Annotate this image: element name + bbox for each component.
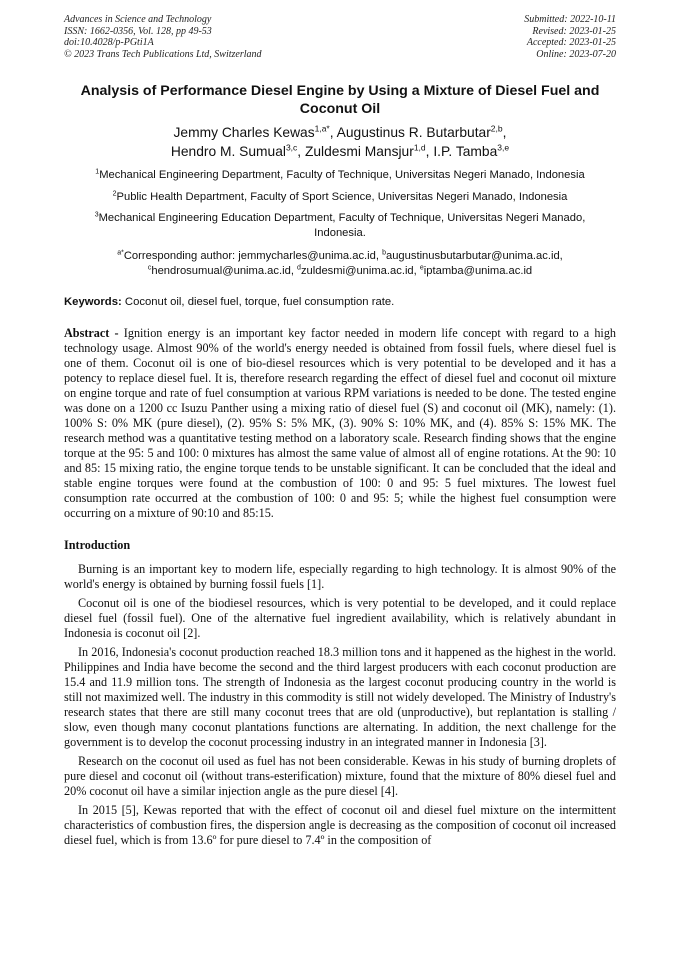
author-separator: , (425, 144, 434, 159)
keywords-label: Keywords: (64, 296, 122, 308)
body-paragraph: In 2015 [5], Kewas reported that with the effect of coconut oil and diesel fuel mixture on the intermittent characteristics of combustion fires, the dispersion angle is decreasing as the composition of coconut oil increased diesel fuel, which is from 13.6º for pure diesel to 7.4º in the composition of (64, 803, 616, 847)
journal-name: Advances in Science and Technology (64, 14, 212, 25)
email-marker: e (419, 263, 424, 271)
body-paragraph: Burning is an important key to modern life, especially regarding to high technology. It is almost 90% of the world's energy is obtained by burning fossil fuels [1]. (64, 562, 616, 591)
body-paragraph: In 2016, Indonesia's coconut production reached 18.3 million tons and it happened as the highest in the world. Philippines and India have become the second and the third largest producers with each coconut production are 15.4 and 11.9 million tons. The strength of Indonesia as the largest coconut producing country in the world is still not maximized well. The industry in this commodity is still not widely developed. The Ministry of Industry's research states that there are still many coconut trees that are old (unproductive), but replantation is stalling / slow, even though many coconut plantations functions are alternating. In addition, the next challenge for the government is to develop the coconut processing industry in an integrated manner in Indonesia [3]. (64, 645, 616, 749)
affiliation-2 (64, 190, 616, 205)
email-marker: d (297, 263, 301, 271)
affiliation-text: Public Health Department, Faculty of Sport Science, Universitas Negeri Manado, Indonesia (116, 190, 568, 203)
date-online: Online: 2023-07-20 (536, 48, 616, 60)
author-name: Augustinus R. Butarbutar (336, 125, 491, 140)
journal-doi: doi:10.4028/p-PGti1A (64, 37, 154, 48)
email-marker: a* (117, 249, 124, 257)
author-name: Hendro M. Sumual (170, 144, 286, 159)
date-revised: Revised: 2023-01-25 (532, 25, 616, 37)
body-paragraph: Coconut oil is one of the biodiesel resources, which is very potential to be developed, and it could replace diesel fuel (fossil fuel). One of the alternative fuel ingredient availability, which is relatively abundant in Indonesia is coconut oil [2]. (64, 596, 616, 640)
affiliation-marker: 3 (94, 211, 99, 219)
author-list (64, 123, 616, 161)
abstract (64, 326, 616, 521)
affiliation-text: Mechanical Engineering Education Department, Faculty of Technique, Universitas Negeri Manado, Indonesia. (98, 212, 586, 239)
journal-copyright: © 2023 Trans Tech Publications Ltd, Switzerland (64, 48, 262, 60)
keywords (64, 295, 616, 309)
abstract-label: Abstract - (64, 326, 119, 340)
body-paragraph: Research on the coconut oil used as fuel has not been considerable. Kewas in his study of burning droplets of pure diesel and coconut oil (without trans-esterification) mixture, found that the mixture of 80% diesel fuel and 20% coconut oil have a similar injection angle as the pure diesel [4]. (64, 754, 616, 798)
corresponding-label: Corresponding author: (123, 250, 239, 262)
email-marker: b (382, 249, 386, 257)
section-heading: Introduction (64, 538, 131, 552)
abstract-text: Ignition energy is an important key factor needed in modern life concept with regard to a high technology usage. Almost 90% of the world's energy needed is obtained from fossil fuels, where diesel fuel is one of them. Coconut oil is one of bio-diesel resources which is very potential to be developed and it has a potency to replace diesel fuel. It is, therefore research regarding the effect of diesel fuel and coconut oil mixture on engine torque and rate of fuel consumption at various RPM variations is needed to be done. The tested engine was done on a 1200 cc Isuzu Panther using a mixing ratio of diesel fuel (S) and coconut oil (MK), namely: (1). 100% S: 0% MK (pure diesel), (2). 95% S: 5% MK, (3). 90% S: 10% MK, and (4). 85% S: 15% MK. The research method was a quantitative testing method on a laboratory scale. Research finding shows that the engine torque at the 95: 5 and 100: 0 mixtures has almost the same value of almost all of engine rotations. At the 90: 10 and 85: 15 mixing ratio, the engine torque tends to be unstable significant. It can be concluded that the ideal and stable engine torques were found at the combustion of 100: 0 and 95: 5 fuel mixtures. The lowest fuel consumption rate occurred at the combustion of 100: 0 and 95: 5; while the highest fuel consumption were occurring on a mixture of 90:10 and 85:15. (64, 326, 617, 520)
email-link[interactable]: jemmycharles@unima.ac.id (238, 250, 376, 262)
email-marker: c (147, 263, 152, 271)
email-link[interactable]: hendrosumual@unima.ac.id (151, 264, 291, 277)
paper-title: Analysis of Performance Diesel Engine by Using a Mixture of Diesel Fuel and Coconut Oil (80, 83, 600, 117)
affiliation-text: Mechanical Engineering Department, Faculty of Technique, Universitas Negeri Manado, Indonesia (99, 169, 585, 181)
author-name: Jemmy Charles Kewas (173, 125, 315, 140)
email-link[interactable]: iptamba@unima.ac.id (423, 264, 533, 277)
author-separator: , (502, 125, 507, 140)
journal-header (64, 14, 616, 60)
author-name: Zuldesmi Mansjur (304, 144, 414, 159)
corresponding-emails: $^{a*}$Corresponding author: jemmycharles@unima.ac.id, $^b$augustinusbutarbutar@unima.ac.id, $^c$hendrosumual@unima.ac.id, $^d$zuldesmi@unima.ac.id, $^e$iptamba@unima.ac.id (117, 249, 563, 277)
submission-dates (524, 14, 616, 60)
author-separator: , (297, 144, 305, 159)
keywords-text: Coconut oil, diesel fuel, torque, fuel consumption rate. (121, 296, 395, 308)
email-link[interactable]: zuldesmi@unima.ac.id (300, 264, 414, 277)
affiliation-3 (64, 211, 616, 240)
author-affiliation-marker: 3,c (285, 142, 298, 153)
author-affiliation-marker: 3,e (497, 142, 510, 153)
author-affiliation-marker: 1,d (413, 142, 426, 153)
affiliation-marker: 2 (112, 189, 117, 197)
author-affiliation-marker: 1,a* (314, 123, 330, 134)
email-link[interactable]: augustinusbutarbutar@unima.ac.id (385, 250, 560, 262)
author-name: I.P. Tamba (433, 144, 498, 159)
author-separator: , (329, 125, 337, 140)
author-affiliation-marker: 2,b (490, 123, 503, 134)
journal-info (64, 14, 262, 60)
date-accepted: Accepted: 2023-01-25 (526, 37, 616, 48)
affiliation-1 (64, 168, 616, 183)
affiliation-marker: 1 (95, 168, 100, 176)
journal-issn: ISSN: 1662-0356, Vol. 128, pp 49-53 (64, 25, 212, 37)
date-submitted: Submitted: 2022-10-11 (524, 14, 616, 25)
